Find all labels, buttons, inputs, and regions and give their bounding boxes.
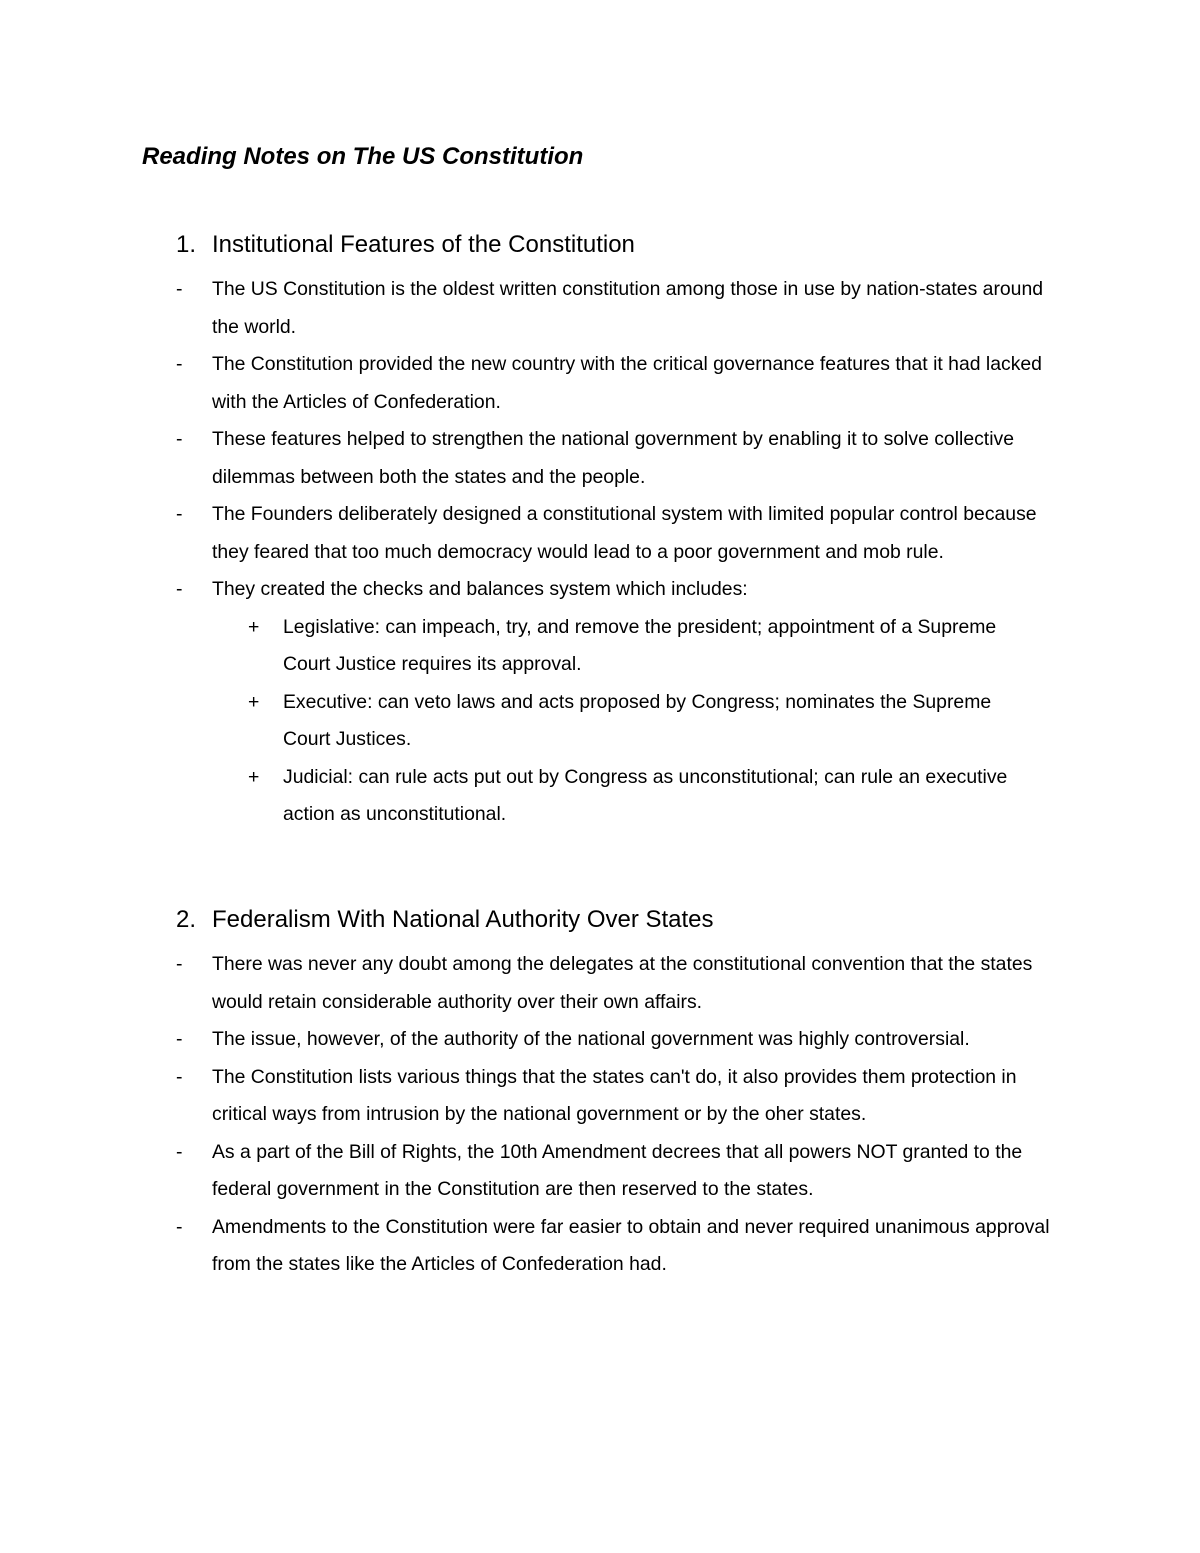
list-item-text: Amendments to the Constitution were far easier to obtain and never required unanimous approval from the states like the Articles of Confederation had. [212, 1215, 1050, 1275]
dash-marker: - [176, 428, 183, 450]
section-number: 2. [176, 906, 197, 933]
list-item-text: The issue, however, of the authority of the national government was highly controversial. [212, 1028, 970, 1050]
section-title: Institutional Features of the Constitution [212, 231, 635, 258]
list-item [176, 1134, 1062, 1209]
list-item-text: As a part of the Bill of Rights, the 10th Amendment decrees that all powers NOT granted to the federal government in the Constitution are then reserved to the states. [212, 1140, 1023, 1200]
sub-list-item [248, 609, 1013, 684]
list-item [176, 346, 1062, 421]
section-heading [0, 229, 1200, 261]
document-title: Reading Notes on The US Constitution [142, 143, 584, 170]
plus-marker: + [248, 690, 260, 713]
list-item [176, 1021, 1062, 1059]
dash-marker: - [176, 578, 183, 600]
list-item-text: The Constitution provided the new country with the critical governance features that it had lacked with the Articles of Confederation. [212, 353, 1042, 413]
dash-marker: - [176, 1028, 183, 1050]
list-item-text: These features helped to strengthen the national government by enabling it to solve collective dilemmas between both the states and the people. [212, 428, 1014, 488]
list-item-text: The Founders deliberately designed a constitutional system with limited popular control because they feared that too much democracy would lead to a poor government and mob rule. [212, 503, 1037, 563]
list-item [176, 1209, 1062, 1284]
section-federalism [0, 904, 1200, 1284]
list-item [176, 496, 1062, 571]
list-item [176, 421, 1062, 496]
sub-list-item [248, 759, 1013, 834]
list-item [176, 571, 1062, 609]
dash-marker: - [176, 1215, 183, 1238]
plus-marker: + [248, 765, 260, 788]
dash-marker: - [176, 953, 183, 975]
section-title: Federalism With National Authority Over States [212, 906, 714, 933]
list-item-text: The Constitution lists various things that the states can't do, it also provides them protection in critical ways from intrusion by the national government or by the oher states. [212, 1065, 1017, 1125]
dash-marker: - [176, 353, 183, 375]
list-item [176, 946, 1062, 1021]
dash-marker: - [176, 503, 183, 525]
list-item [176, 1059, 1062, 1134]
list-item [176, 271, 1062, 346]
sub-list-item [248, 684, 1013, 759]
dash-marker: - [176, 278, 183, 300]
sub-list-item-text: Legislative: can impeach, try, and remove the president; appointment of a Supreme Court Justice requires its approval. [283, 615, 997, 675]
dash-marker: - [176, 1065, 183, 1088]
section-number: 1. [176, 231, 197, 258]
list-item-text: The US Constitution is the oldest written constitution among those in use by nation-states around the world. [212, 278, 1044, 338]
list-item-text: There was never any doubt among the delegates at the constitutional convention that the states would retain considerable authority over their own affairs. [212, 953, 1033, 1013]
section-heading [0, 904, 1200, 936]
section-institutional-features [0, 229, 1200, 834]
sub-list-item-text: Executive: can veto laws and acts proposed by Congress; nominates the Supreme Court Justices. [283, 690, 992, 750]
plus-marker: + [248, 615, 260, 638]
sub-list-item-text: Judicial: can rule acts put out by Congress as unconstitutional; can rule an executive action as unconstitutional. [283, 765, 1008, 825]
dash-marker: - [176, 1140, 183, 1163]
list-item-text: They created the checks and balances system which includes: [212, 578, 748, 600]
